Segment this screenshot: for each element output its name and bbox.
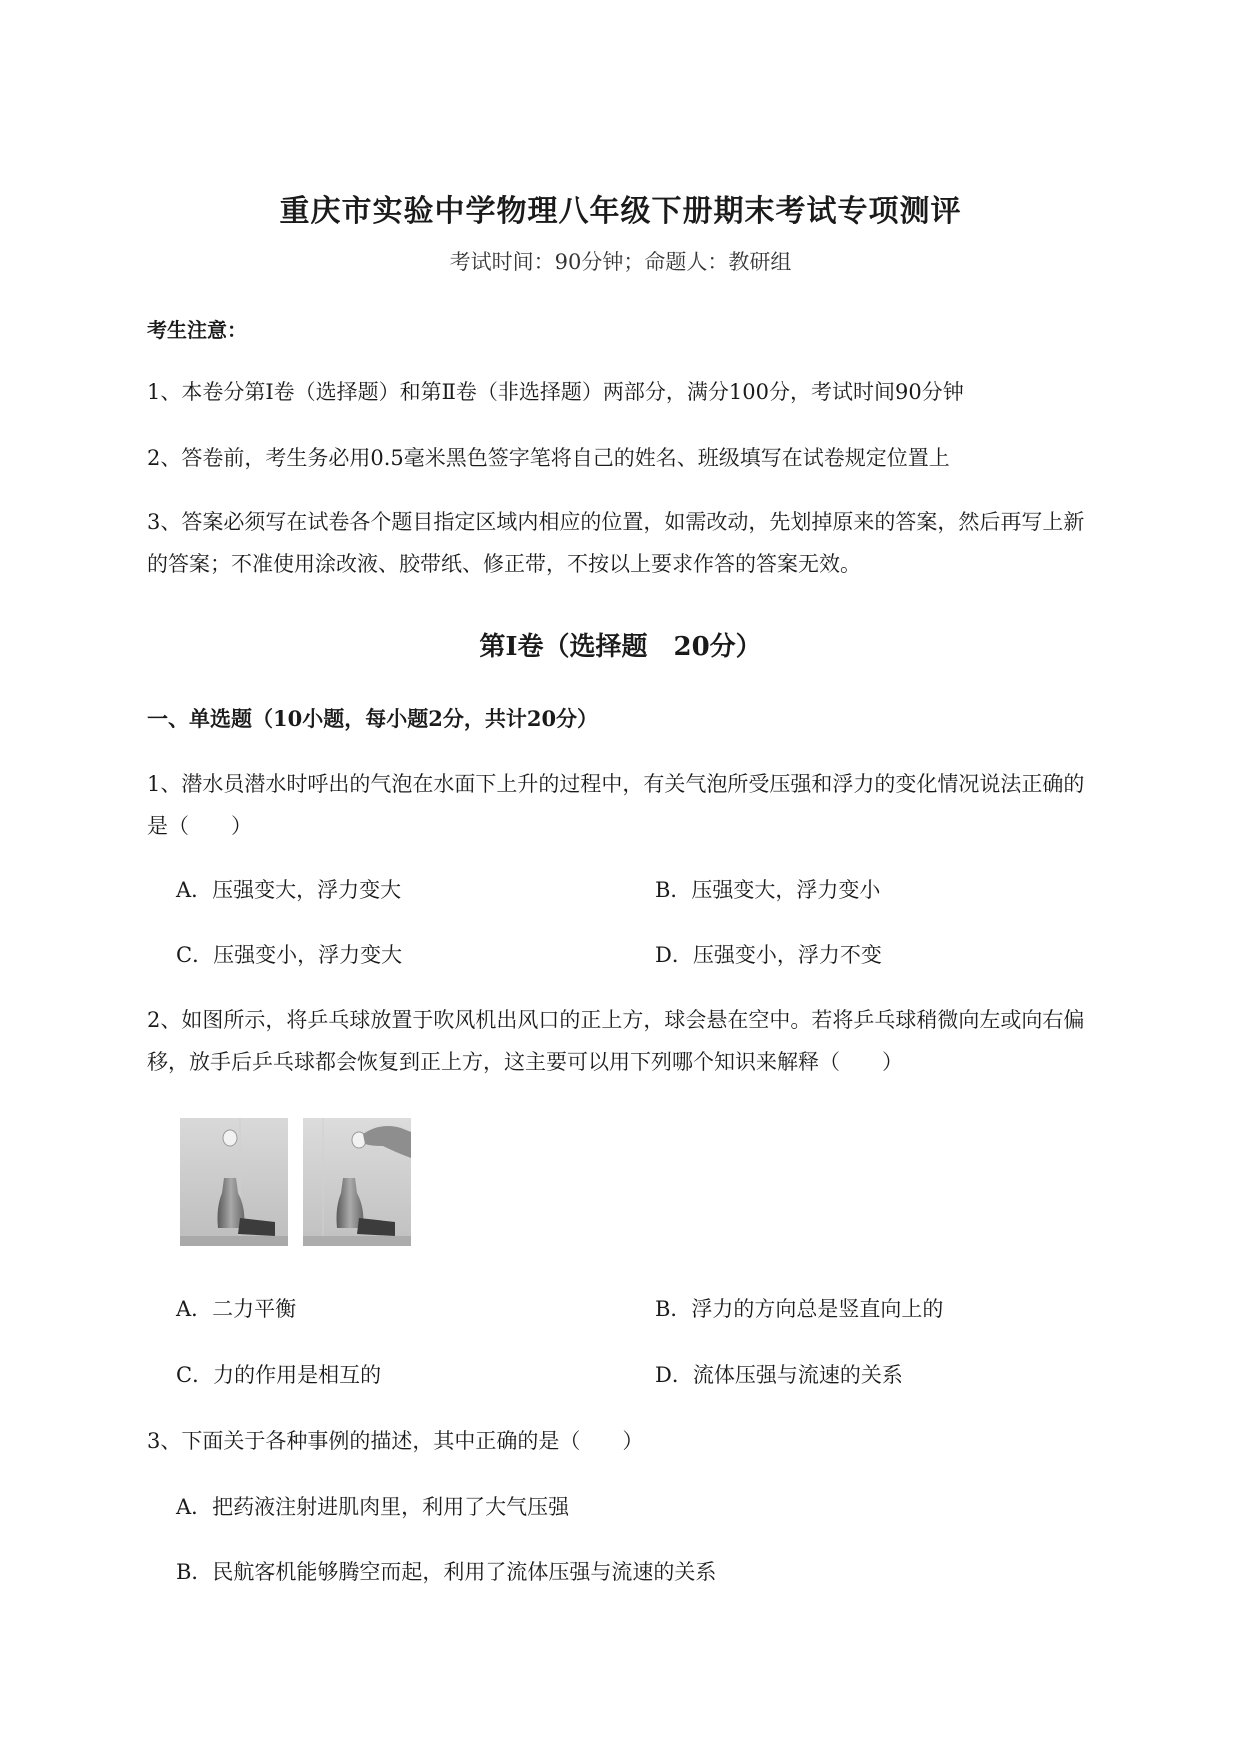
exam-info: 考试时间：90分钟；命题人：教研组 [449,250,792,274]
question-1-option-c: C．压强变小，浮力变大 [176,943,403,967]
question-1-option-d: D．压强变小，浮力不变 [655,943,882,967]
notice-item-3: 3、答案必须写在试卷各个题目指定区域内相应的位置，如需改动，先划掉原来的答案，然后再写上新 [147,510,1085,534]
subsection-title: 一、单选题（10小题，每小题2分，共计20分） [147,706,599,731]
question-2-stem-cont: 移，放手后乒乓球都会恢复到正上方，这主要可以用下列哪个知识来解释（ ） [147,1050,903,1074]
section-title: 第I卷（选择题 20分） [479,632,762,662]
question-3-option-a: A．把药液注射进肌肉里，利用了大气压强 [176,1495,570,1519]
question-1-option-b: B．压强变大，浮力变小 [655,878,881,902]
question-2-option-a: A．二力平衡 [176,1297,297,1321]
question-3-option-b: B．民航客机能够腾空而起，利用了流体压强与流速的关系 [176,1560,717,1584]
notice-item-1: 1、本卷分第I卷（选择题）和第Ⅱ卷（非选择题）两部分，满分100分，考试时间90分钟 [147,380,964,404]
question-3-stem: 3、下面关于各种事例的描述，其中正确的是（ ） [147,1429,644,1453]
question-1-option-a: A．压强变大，浮力变大 [176,878,402,902]
notice-item-2: 2、答卷前，考生务必用0.5毫米黑色签字笔将自己的姓名、班级填写在试卷规定位置上 [147,446,950,470]
question-2-option-c: C．力的作用是相互的 [176,1363,382,1387]
hairdryer-photo-2 [303,1118,411,1246]
question-2-option-d: D．流体压强与流速的关系 [655,1363,903,1387]
hairdryer-photo-1 [180,1118,288,1246]
question-2-option-b: B．浮力的方向总是竖直向上的 [655,1297,944,1321]
notice-heading: 考生注意： [147,318,247,342]
question-1-stem-cont: 是（ ） [147,814,252,838]
question-2-stem: 2、如图所示，将乒乓球放置于吹风机出风口的正上方，球会悬在空中。若将乒乓球稍微向左或向右偏 [147,1008,1085,1032]
page-title: 重庆市实验中学物理八年级下册期末考试专项测评 [279,194,962,229]
question-1-stem: 1、潜水员潜水时呼出的气泡在水面下上升的过程中，有关气泡所受压强和浮力的变化情况说法正确的 [147,772,1085,796]
notice-item-3-cont: 的答案；不准使用涂改液、胶带纸、修正带，不按以上要求作答的答案无效。 [147,552,861,576]
